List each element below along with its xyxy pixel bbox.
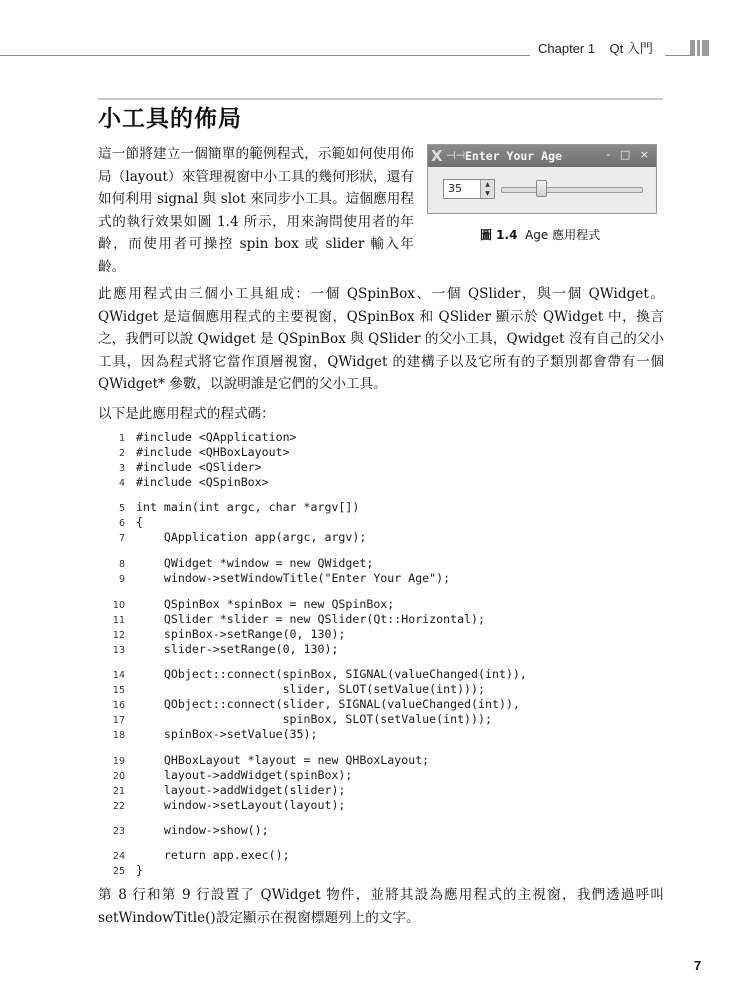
line-number: 3 xyxy=(118,463,125,474)
code-line xyxy=(100,597,394,612)
line-number: 17 xyxy=(112,715,125,726)
slider-track xyxy=(501,187,643,193)
code-text: #include <QApplication> xyxy=(136,430,297,444)
chapter-title: Qt 入門 xyxy=(609,41,653,56)
code-text: window->setLayout(layout); xyxy=(136,798,346,812)
header-rule-left xyxy=(0,55,530,56)
code-text: int main(int argc, char *argv[]) xyxy=(136,500,360,514)
code-text: QObject::connect(spinBox, SIGNAL(valueChanged(int)), xyxy=(136,667,527,681)
code-line xyxy=(100,500,359,515)
line-number: 23 xyxy=(112,826,125,837)
code-line xyxy=(100,667,527,682)
code-text: window->setWindowTitle("Enter Your Age"); xyxy=(136,571,451,585)
line-number: 20 xyxy=(112,771,125,782)
line-number: 18 xyxy=(112,730,125,741)
figure-caption xyxy=(480,226,600,243)
page-number: 7 xyxy=(694,958,702,973)
code-text: #include <QHBoxLayout> xyxy=(136,445,290,459)
code-line xyxy=(100,642,338,657)
line-number: 25 xyxy=(112,866,125,877)
running-header xyxy=(538,38,653,57)
code-line xyxy=(100,712,492,727)
line-number: 8 xyxy=(118,559,125,570)
code-line xyxy=(100,823,269,838)
code-text: return app.exec(); xyxy=(136,848,290,862)
code-line xyxy=(100,445,290,460)
header-rule-right xyxy=(665,55,690,56)
code-line xyxy=(100,627,345,642)
code-line xyxy=(100,571,450,586)
code-text: #include <QSpinBox> xyxy=(136,475,269,489)
code-line xyxy=(100,697,520,712)
code-line xyxy=(100,798,345,813)
line-number: 12 xyxy=(112,630,125,641)
code-text: layout->addWidget(spinBox); xyxy=(136,768,353,782)
code-text: QHBoxLayout *layout = new QHBoxLayout; xyxy=(136,753,430,767)
code-line xyxy=(100,848,290,863)
pin-icon: ⊣⊣ xyxy=(446,149,466,162)
line-number: 16 xyxy=(112,700,125,711)
code-text: spinBox->setRange(0, 130); xyxy=(136,627,346,641)
code-text: QSlider *slider = new QSlider(Qt::Horizontal); xyxy=(136,612,486,626)
code-line xyxy=(100,612,485,627)
code-line xyxy=(100,753,429,768)
line-number: 5 xyxy=(118,503,125,514)
code-text: slider->setRange(0, 130); xyxy=(136,642,339,656)
line-number: 7 xyxy=(118,533,125,544)
caption-number: 圖 1.4 xyxy=(480,228,518,242)
code-text: layout->addWidget(slider); xyxy=(136,783,346,797)
line-number: 14 xyxy=(112,670,125,681)
chapter-label: Chapter 1 xyxy=(538,41,596,56)
age-spinbox xyxy=(443,179,495,199)
code-line xyxy=(100,460,262,475)
line-number: 10 xyxy=(112,600,125,611)
line-number: 1 xyxy=(118,433,125,444)
explanation-paragraph: 第 8 行和第 9 行設置了 QWidget 物件，並將其設為應用程式的主視窗，我們透過呼叫 setWindowTitle()設定顯示在視窗標題列上的文字。 xyxy=(98,887,664,926)
code-line xyxy=(100,430,297,445)
window-title: Enter Your Age xyxy=(465,149,562,163)
code-text: spinBox->setValue(35); xyxy=(136,727,318,741)
code-line xyxy=(100,530,366,545)
line-number: 11 xyxy=(112,615,125,626)
code-listing xyxy=(100,430,540,875)
section-title: 小工具的佈局 xyxy=(98,106,242,132)
line-number: 2 xyxy=(118,448,125,459)
code-line xyxy=(100,515,143,530)
line-number: 24 xyxy=(112,851,125,862)
spinbox-value: 35 xyxy=(448,182,462,195)
listing-intro: 以下是此應用程式的程式碼： xyxy=(98,406,275,422)
window-controls: - □ × xyxy=(606,148,652,161)
components-paragraph: 此應用程式由三個小工具組成：一個 QSpinBox、一個 QSlider，與一個 QWidget。QWidget 是這個應用程式的主要視窗，QSpinBox 和 QSlider 顯示於 QWidget 中，換言之，我們可以說 Qwidget 是 QSpinBox 與 QSlider 的父小工具，Qwidget 沒有自己的父小工具，因為程式將它當作頂層視窗，QWidget 的建構子以及它所有的子類別都會帶有一個 QWidget* 參數，以說明誰是它們的父小工具。 xyxy=(98,286,664,392)
code-text: QObject::connect(slider, SIGNAL(valueChanged(int)), xyxy=(136,697,520,711)
slider-handle xyxy=(536,180,547,197)
code-text: { xyxy=(136,515,143,529)
code-line xyxy=(100,727,317,742)
caption-text: Age 應用程式 xyxy=(525,228,601,242)
line-number: 9 xyxy=(118,574,125,585)
code-text: spinBox, SLOT(setValue(int))); xyxy=(136,712,492,726)
code-line xyxy=(100,682,485,697)
code-text: window->show(); xyxy=(136,823,269,837)
code-line xyxy=(100,768,352,783)
code-text: QApplication app(argc, argv); xyxy=(136,530,367,544)
window-titlebar xyxy=(428,145,656,167)
code-line xyxy=(100,863,143,878)
line-number: 19 xyxy=(112,756,125,767)
line-number: 22 xyxy=(112,801,125,812)
code-text: } xyxy=(136,863,143,877)
code-line xyxy=(100,556,373,571)
line-number: 13 xyxy=(112,645,125,656)
x-logo-icon: X xyxy=(431,147,443,165)
intro-paragraph: 這一節將建立一個簡單的範例程式，示範如何使用佈局（layout）來管理視窗中小工具的幾何形狀，還有如何利用 signal 與 slot 來同步小工具。這個應用程式的執行效果如圖 1.4 所示，用來詢問使用者的年齡，而使用者可操控 spin box 或 slider 輸入年齡。 xyxy=(98,146,414,275)
code-line xyxy=(100,783,345,798)
line-number: 15 xyxy=(112,685,125,696)
line-number: 6 xyxy=(118,518,125,529)
age-window-screenshot xyxy=(427,144,657,214)
line-number: 4 xyxy=(118,478,125,489)
line-number: 21 xyxy=(112,786,125,797)
code-text: slider, SLOT(setValue(int))); xyxy=(136,682,486,696)
code-text: #include <QSlider> xyxy=(136,460,262,474)
code-text: QSpinBox *spinBox = new QSpinBox; xyxy=(136,597,395,611)
code-line xyxy=(100,475,269,490)
window-body xyxy=(429,167,655,213)
spin-arrows-icon: ▲ ▼ xyxy=(480,180,494,198)
code-text: QWidget *window = new QWidget; xyxy=(136,556,374,570)
